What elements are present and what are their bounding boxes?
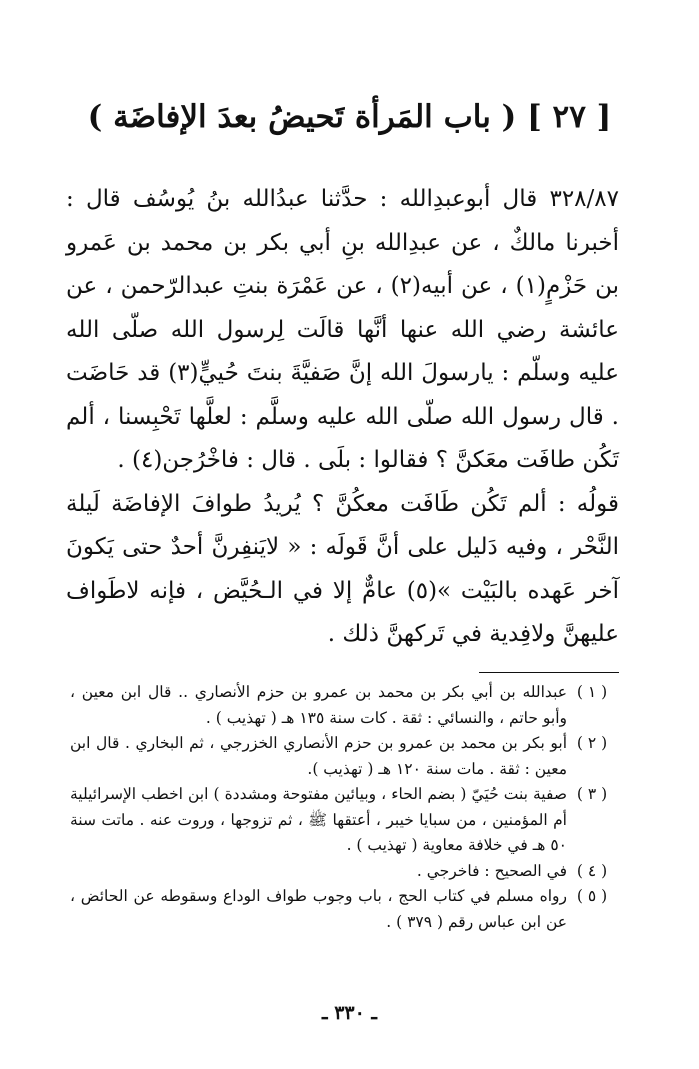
footnote-number: ( ٢ ) <box>576 734 608 752</box>
footnote <box>70 859 617 885</box>
main-text <box>66 178 619 657</box>
footnote <box>70 680 617 731</box>
footnote-number: ( ٤ ) <box>576 861 608 880</box>
footnote-text: رواه مسلم في كتاب الحج ، باب وجوب طواف الوداع وسقوطه عن الحائض ، عن ابن عباس رقم ( ٣٧٩ ) . <box>70 887 567 931</box>
footnote-text: عبدالله بن أبي بكر بن محمد بن عمرو بن حزم الأنصاري .. قال ابن معين ، وأبو حاتم ، والنسائي : ثقة . كات سنة ١٣٥ هـ ( تهذيب ) . <box>70 683 567 727</box>
footnote-divider <box>479 672 619 673</box>
footnote-number: ( ٣ ) <box>576 785 608 803</box>
footnote <box>70 731 617 782</box>
footnote-number: ( ٥ ) <box>576 887 608 905</box>
footnote-text: صفية بنت حُيَيّ ( بضم الحاء ، وبيائين مفتوحة ومشددة ) ابن اخطب الإسرائيلية أم المؤمنين ، من سبايا خيبر ، أعتقها ﷺ ، ثم تزوجها ، وروت عنه . ماتت سنة ٥٠ هـ في خلافة معاوية ( تهذيب ) . <box>70 785 567 854</box>
footnote-text: أبو بكر بن محمد بن عمرو بن حزم الأنصاري الخزرجي ، ثم البخاري . قال ابن معين : ثقة . مات سنة ١٢٠ هـ ( تهذيب ). <box>70 734 567 778</box>
page-number: ـ ٣٣٠ ـ <box>322 1002 377 1024</box>
hadith-paragraph: ٣٢٨/٨٧ قال أبوعبدِالله : حدَّثنا عبدُالله بنُ يُوسُف قال : أخبرنا مالكٌ ، عن عبدِالله بنِ أبي بكر بن محمد بن عَمرو بن حَزْمٍ(١) ، عن أبيه(٢) ، عن عَمْرَة بنتِ عبدالرّحمن ، عن عائشة رضي الله عنها أنَّها قالَت لِرسول الله صلّى الله عليه وسلّم : يارسولَ الله إنَّ صَفيَّةَ بنتَ حُييٍّ(٣) قد حَاضَت . قال رسول الله صلّى الله عليه وسلَّم : لعلَّها تَحْبِسنا ، ألم تَكُن طافَت معَكنَّ ؟ فقالوا : بلَى . قال : فاخْرُجن(٤) . <box>66 186 620 473</box>
footnote-text: في الصحيح : فاخرجي . <box>416 861 567 880</box>
footnote-number: ( ١ ) <box>576 683 608 701</box>
footnote <box>70 782 617 859</box>
footnote <box>70 884 617 935</box>
chapter-title: [ ٢٧ ] ( باب المَرأة تَحيضُ بعدَ الإفاضَة ) <box>87 99 612 135</box>
commentary-paragraph: قولُه : ألم تَكُن طَافَت معكُنَّ ؟ يُريدُ طوافَ الإفاضَة لَيلة النَّحْر ، وفيه دَليل على أنَّ قَولَه : « لايَنفِرنَّ أحدٌ حتى يَكونَ آخر عَهده بالبَيْت »(٥) عامٌّ إلا في الـحُيَّض ، فإنه لاطَواف عليهنَّ ولافِدية في تَركهنَّ ذلك . <box>66 490 620 647</box>
footnotes <box>70 680 617 935</box>
